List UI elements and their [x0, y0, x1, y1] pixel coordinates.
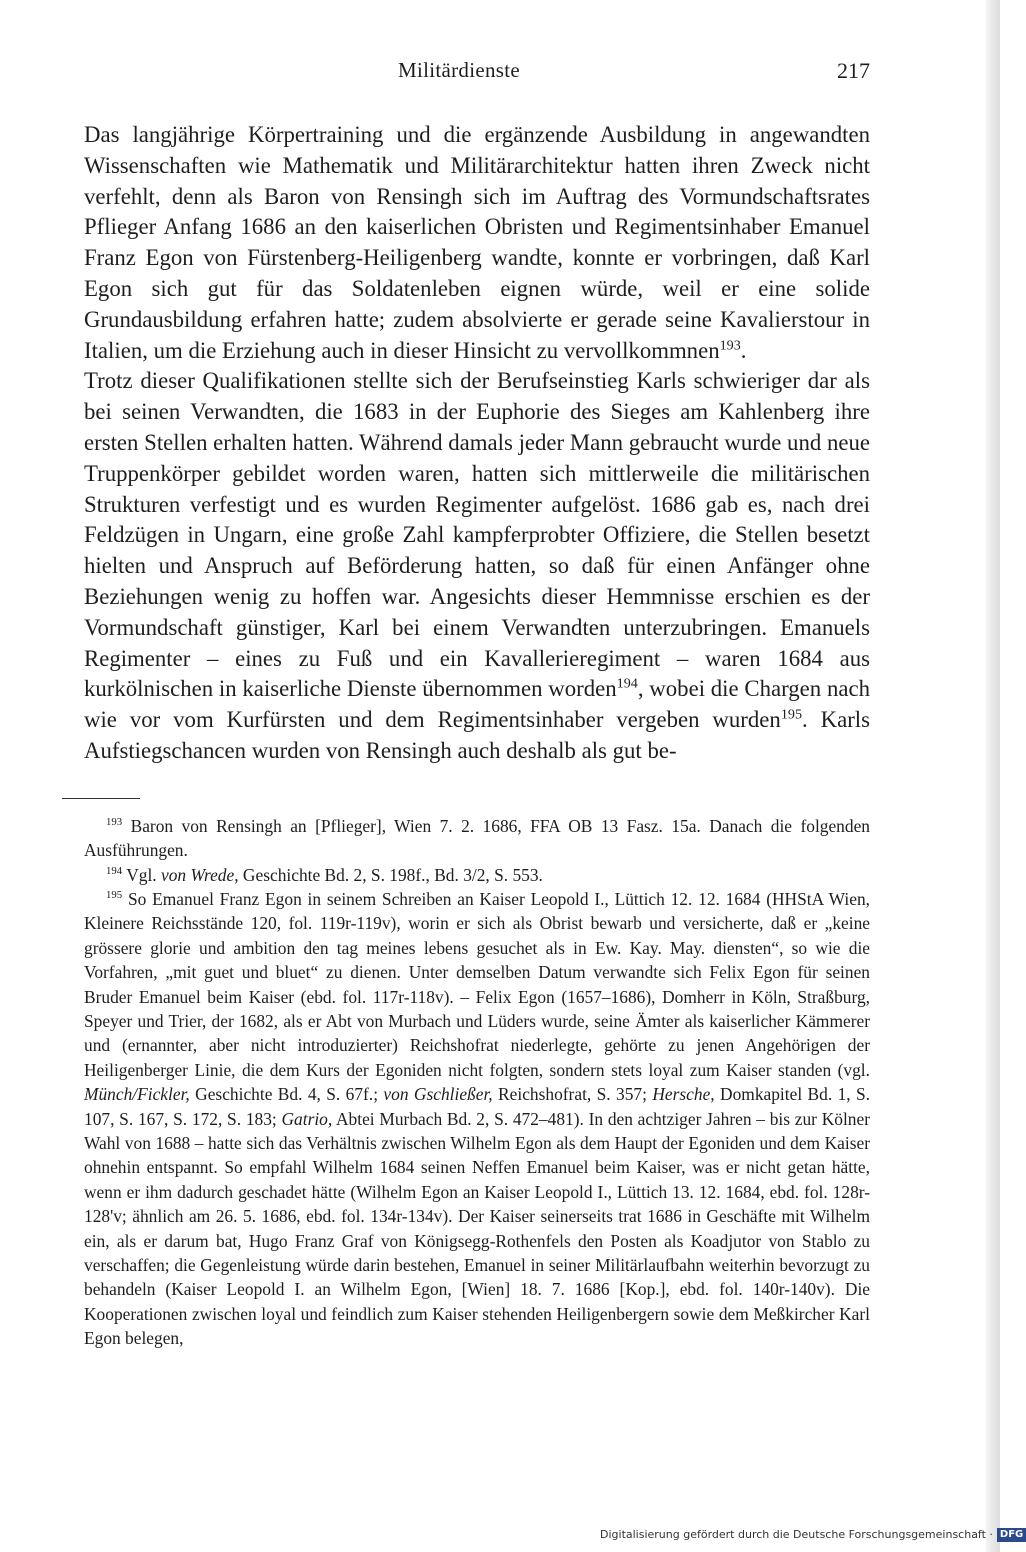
footnote-194-pre: Vgl. [122, 864, 161, 885]
footnote-195-text-c: Reichshofrat, S. 357; [492, 1084, 653, 1105]
footnote-195-text-e: Abtei Murbach Bd. 2, S. 472–481). In den achtziger Jahren – bis zur Kölner Wahl von 1688 – hatte sich das Verhältnis zwischen Wilhelm Egon als dem Haupt der Egoniden und dem Kaiser ohnehin entspannt. So empfahl Wilhelm 1684 seinen Neffen Emanuel beim Kaiser, was er nicht getan hätte, wenn er ihm dadurch geschadet hätte (Wilhelm Egon an Kaiser Leopold I., Lüttich 13. 12. 1684, ebd. fol. 128r-128'v; ähnlich am 26. 5. 1686, ebd. fol. 134r-134v). Der Kaiser seinerseits trat 1686 in Geschäfte mit Wilhelm ein, als er darum bat, Hugo Franz Graf von Königsegg-Rothenfels den Posten als Koadjutor von Stablo zu verschaffen; die Gegenleistung würde darin bestehen, Emanuel in seiner Militärlaufbahn weiterhin bevorzugt zu behandeln (Kaiser Leopold I. an Wilhelm Egon, [Wien] 18. 7. 1686 [Kop.], ebd. fol. 140r-140v). Die Kooperationen zwischen loyal und feindlich zum Kaiser stehenden Heiligenbergern sowie dem Meßkircher Karl Egon belegen, [84, 1108, 870, 1349]
footnote-ref-194: 194 [616, 675, 638, 692]
footnote-193-number: 193 [106, 815, 123, 828]
paragraph-2-text-b: , wobei die Chargen nach wie vor vom Kurfürsten und dem Regimentsinhaber vergeben wurden [84, 676, 870, 733]
paragraph-1-text: Das langjährige Körpertraining und die ergänzende Ausbildung in angewandten Wissenschaften wie Mathematik und Militärarchitektur hatten ihren Zweck nicht verfehlt, denn als Baron von Rensingh sich im Auftrag des Vormundschaftsrates Pflieger Anfang 1686 an den kaiserlichen Obristen und Regimentsinhaber Emanuel Franz Egon von Fürstenberg-Heiligenberg wandte, konnte er vorbringen, daß Karl Egon sich gut für das Soldatenleben eignen würde, weil er eine solide Grundausbildung erfahren hatte; zudem absolvierte er gerade seine Kavalierstour in Italien, um die Erziehung auch in dieser Hinsicht zu vervollkommnen [84, 122, 870, 363]
paragraph-2-text-c: . Karls Aufstiegschancen wurden von Rensingh auch deshalb als gut be- [84, 707, 871, 763]
page-number: 217 [837, 58, 870, 83]
footnote-194-author: von Wrede [160, 864, 235, 885]
book-page [84, 58, 870, 1351]
running-head [84, 58, 870, 92]
footnote-separator [62, 798, 140, 799]
footnotes [84, 814, 870, 1351]
footnote-193-text: Baron von Rensingh an [Pflieger], Wien 7. 2. 1686, FFA OB 13 Fasz. 15a. Danach die folgenden Ausführungen. [84, 815, 870, 861]
footnote-195 [84, 887, 870, 1351]
digitization-footer [600, 1528, 1024, 1546]
scan-edge-shadow [986, 0, 1000, 1552]
funding-note: Digitalisierung gefördert durch die Deutsche Forschungsgemeinschaft · [600, 1528, 993, 1541]
footnote-195-author-1: Münch/Fickler, [84, 1084, 190, 1105]
footnote-194-number: 194 [106, 864, 123, 877]
paragraph-1-end: . [740, 337, 747, 363]
footnote-195-author-2: von Gschließer, [383, 1084, 493, 1105]
footnote-195-text-b: Geschichte Bd. 4, S. 67f.; [189, 1084, 384, 1105]
dfg-logo-icon: DFG [997, 1528, 1026, 1542]
paragraph-1 [84, 120, 870, 366]
footnote-194 [84, 863, 870, 887]
footnote-ref-195: 195 [780, 706, 802, 723]
footnote-ref-193: 193 [719, 336, 741, 353]
footnote-195-author-4: Gatrio, [281, 1108, 333, 1129]
footnote-195-text-a: So Emanuel Franz Egon in seinem Schreiben an Kaiser Leopold I., Lüttich 12. 12. 1684 (HHStA Wien, Kleinere Reichsstände 120, fol. 119r-119v), worin er sich als Obrist bewarb und versicherte, daß er „keine grössere glorie und ambition den tag meines lebens gesuchet als in Ew. Kay. May. diensten“, so wie die Vorfahren, „mit guet und bluet“ zu dienen. Unter demselben Datum verwandte sich Felix Egon für seinen Bruder Emanuel beim Kaiser (ebd. fol. 117r-118v). – Felix Egon (1657–1686), Domherr in Köln, Straßburg, Speyer und Trier, der 1682, als er Abt von Murbach und Lüders wurde, seine Ämter als kaiserlicher Kämmerer und (ernannter, aber nicht introduzierter) Reichshofrat niederlegte, gehörte zu jenen Angehörigen der Heiligenberger Linie, die dem Kurs der Egoniden nicht folgten, sondern stets loyal zum Kaiser standen (vgl. [84, 888, 870, 1080]
footnote-195-number: 195 [106, 889, 123, 902]
paragraph-2 [84, 366, 870, 766]
running-title: Militärdienste [398, 58, 521, 82]
footnote-195-author-3: Hersche, [652, 1084, 715, 1105]
main-text [84, 120, 870, 767]
footnote-193 [84, 814, 870, 863]
footnote-195-text-d: Domkapitel Bd. 1, S. 107, S. 167, S. 172, S. 183; [84, 1084, 871, 1129]
paragraph-2-text-a: Trotz dieser Qualifikationen stellte sich der Berufseinstieg Karls schwieriger dar als bei seinen Verwandten, die 1683 in der Euphorie des Sieges am Kahlenberg ihre ersten Stellen erhalten hatten. Während damals jeder Mann gebraucht wurde und neue Truppenkörper gebildet worden waren, hatten sich mittlerweile die militärischen Strukturen verfestigt und es wurden Regimenter aufgelöst. 1686 gab es, nach drei Feldzügen in Ungarn, eine große Zahl kampferprobter Offiziere, die Stellen besetzt hielten und Anspruch auf Beförderung hatten, so daß für einen Anfänger ohne Beziehungen wenig zu hoffen war. Angesichts dieser Hemmnisse erschien es der Vormundschaft günstiger, Karl bei einem Verwandten unterzubringen. Emanuels Regimenter – eines zu Fuß und ein Kavallerieregiment – waren 1684 aus kurkölnischen in kaiserliche Dienste übernommen worden [84, 368, 870, 702]
footnote-194-rest: , Geschichte Bd. 2, S. 198f., Bd. 3/2, S. 553. [234, 864, 543, 885]
